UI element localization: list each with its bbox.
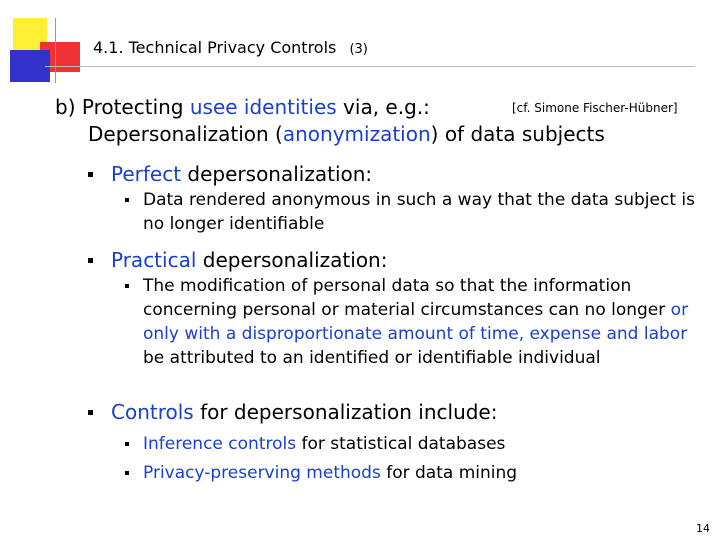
practical-subtext — [143, 274, 688, 370]
heading-line2-a: Depersonalization ( — [88, 122, 283, 146]
sub-bullet-controls-1 — [125, 442, 129, 446]
controls-sub1-rest: for statistical databases — [296, 434, 506, 454]
controls-sub2-term: Privacy-preserving methods — [143, 463, 381, 483]
practical-sub-line2-b: or — [670, 300, 689, 320]
heading-term: usee identities — [189, 95, 337, 119]
controls-rest: for depersonalization include: — [193, 400, 498, 424]
heading-line2-term: anonymization — [282, 122, 431, 146]
slide-title — [93, 38, 368, 60]
perfect-rest: depersonalization: — [181, 162, 373, 186]
controls-term: Controls — [111, 400, 194, 424]
practical-sub-line2 — [143, 298, 688, 322]
perfect-sub-line2: no longer identifiable — [143, 214, 325, 234]
logo-vertical-line — [55, 18, 56, 83]
title-text: 4.1. Technical Privacy Controls — [93, 38, 337, 57]
item-perfect — [111, 162, 372, 186]
heading-line2-b: ) of data subjects — [430, 122, 605, 146]
bullet-controls — [88, 410, 93, 415]
header-rule — [45, 66, 695, 67]
sub-bullet-perfect — [125, 198, 129, 202]
perfect-sub-line1: Data rendered anonymous in such a way that the data subject is — [143, 190, 695, 210]
practical-rest: depersonalization: — [196, 248, 388, 272]
bullet-practical — [88, 258, 93, 263]
bullet-perfect — [88, 172, 93, 177]
practical-sub-line2-a: concerning personal or material circumstances can no longer — [143, 300, 671, 320]
item-practical — [111, 248, 387, 272]
controls-sub1-term: Inference controls — [143, 434, 297, 454]
citation: [cf. Simone Fischer-Hübner] — [512, 101, 678, 115]
practical-sub-line1: The modification of personal data so that the information — [143, 276, 632, 296]
practical-sub-line4: be attributed to an identified or identifiable individual — [143, 348, 601, 368]
perfect-term: Perfect — [111, 162, 182, 186]
controls-sub2 — [143, 461, 517, 485]
sub-bullet-controls-2 — [125, 471, 129, 475]
page-number: 14 — [696, 522, 710, 535]
controls-sub2-rest: for data mining — [380, 463, 518, 483]
heading-line2 — [55, 121, 605, 148]
practical-term: Practical — [111, 248, 197, 272]
perfect-subtext — [143, 188, 695, 236]
item-controls — [111, 400, 497, 424]
sub-bullet-practical — [125, 284, 129, 288]
header-logo — [0, 0, 100, 90]
heading-suffix: via, e.g.: — [336, 95, 430, 119]
practical-sub-line3: only with a disproportionate amount of time, expense and labor — [143, 324, 688, 344]
title-part: (3) — [349, 42, 368, 57]
logo-blue-square — [10, 50, 50, 82]
controls-sub1 — [143, 432, 505, 456]
heading-prefix: b) Protecting — [55, 95, 190, 119]
